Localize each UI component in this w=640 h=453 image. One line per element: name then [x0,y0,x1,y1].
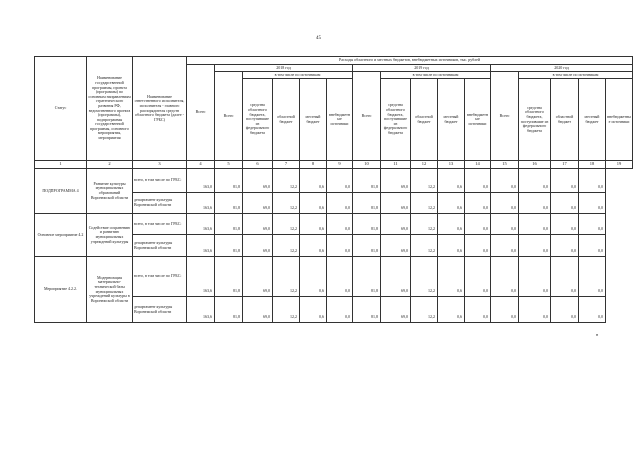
row-value: 69,0 [381,235,411,257]
row-value: 12,2 [411,193,438,214]
row-value: 69,0 [381,193,411,214]
row-value: 69,0 [243,214,273,235]
row-status: Основное мероприятие 4.2 [35,214,87,257]
row-value: 0,0 [327,257,353,297]
row-value: 0,0 [465,214,491,235]
corner-mark: н [596,332,599,337]
column-index: 9 [327,161,353,169]
row-value: 69,0 [243,169,273,193]
row-value: 0,0 [519,214,551,235]
row-value: 0,6 [438,257,465,297]
header-extra-2018: внебюджетные источники [327,79,353,161]
row-value: 0,0 [519,297,551,323]
row-value: 0,6 [438,193,465,214]
row-value: 69,0 [381,257,411,297]
row-value: 0,0 [465,169,491,193]
row-value: 0,0 [551,297,579,323]
header-regional-2020: областной бюджет [551,79,579,161]
row-value: 81,8 [215,193,243,214]
row-program-name: Содействие сохранению и развитию муниципальных учреждений культуры [87,214,133,257]
row-value: 0,0 [327,193,353,214]
row-value: 0,6 [300,169,327,193]
column-index: 16 [519,161,551,169]
column-index: 19 [606,161,633,169]
row-value: 12,2 [411,257,438,297]
row-value: 0,6 [438,297,465,323]
column-index: 6 [243,161,273,169]
header-fed-2019: средства областного бюджета, поступившие из федерального бюджета [381,79,411,161]
header-local-2018: местный бюджет [300,79,327,161]
table-row [35,257,633,297]
column-index: 1 [35,161,87,169]
row-value: 0,0 [465,235,491,257]
row-executor: департамент культуры Воронежской области [133,297,187,323]
header-regional-2018: областной бюджет [273,79,300,161]
row-value: 0,6 [300,193,327,214]
row-value: 81,8 [353,193,381,214]
column-index: 14 [465,161,491,169]
row-value: 81,8 [215,297,243,323]
row-value: 12,2 [273,235,300,257]
row-value: 0,0 [579,257,606,297]
row-value: 69,0 [243,235,273,257]
row-value: 81,8 [215,257,243,297]
column-index: 5 [215,161,243,169]
row-value: 12,2 [411,214,438,235]
table-row [35,214,633,235]
row-value: 81,8 [215,214,243,235]
header-local-2019: местный бюджет [438,79,465,161]
row-value: 0,0 [327,214,353,235]
row-value: 81,8 [353,235,381,257]
row-executor: всего, в том числе по ГРБС: [133,214,187,235]
row-value: 0,0 [579,235,606,257]
row-value: 0,0 [327,169,353,193]
row-value: 0,0 [551,169,579,193]
row-value: 0,0 [551,193,579,214]
row-value: 163,6 [187,257,215,297]
header-total-2020: Всего [491,72,519,161]
row-value: 12,2 [273,214,300,235]
header-fed-2018: средства областного бюджета, поступившие из федерального бюджета [243,79,273,161]
page-number: 45 [316,36,321,41]
column-index: 11 [381,161,411,169]
column-index: 12 [411,161,438,169]
header-extra-2020: внебюджетные источники [606,79,633,161]
row-value: 0,0 [327,297,353,323]
header-total-all: Всего [187,65,215,161]
row-value: 0,6 [438,214,465,235]
row-value: 0,0 [519,257,551,297]
row-status: Мероприятие 4.2.2. [35,257,87,323]
header-year-2020: 2020 год [491,65,633,72]
row-value: 0,0 [579,169,606,193]
row-value: 0,0 [579,193,606,214]
header-sub-2020: в том числе по источникам [519,72,633,79]
column-index: 2 [87,161,133,169]
column-index: 4 [187,161,215,169]
header-year-2019: 2019 год [353,65,491,72]
budget-table [34,56,633,323]
header-year-2018: 2018 год [215,65,353,72]
row-value: 0,0 [551,257,579,297]
header-total-2019: Всего [353,72,381,161]
row-value: 81,8 [353,214,381,235]
row-value: 0,0 [491,214,519,235]
row-value: 0,0 [551,214,579,235]
header-local-2020: местный бюджет [579,79,606,161]
row-value: 69,0 [243,257,273,297]
row-value: 12,2 [411,169,438,193]
row-value: 81,8 [215,169,243,193]
column-index: 17 [551,161,579,169]
row-value: 12,2 [411,235,438,257]
row-value: 69,0 [381,297,411,323]
row-value: 0,6 [300,257,327,297]
row-value: 163,6 [187,297,215,323]
row-value: 81,8 [353,297,381,323]
row-executor: департамент культуры Воронежской области [133,235,187,257]
column-index-row [35,161,633,169]
column-index: 8 [300,161,327,169]
row-value: 12,2 [273,297,300,323]
row-value: 0,6 [438,169,465,193]
row-value: 12,2 [411,297,438,323]
row-value: 163,6 [187,235,215,257]
header-sub-2019: в том числе по источникам [381,72,491,79]
row-program-name: Развитие культуры муниципальных образований Воронежской области [87,169,133,214]
table-row [35,169,633,193]
row-value: 163,0 [187,169,215,193]
column-index: 7 [273,161,300,169]
header-sub-2018: в том числе по источникам [243,72,353,79]
row-value: 0,0 [519,235,551,257]
row-value: 81,8 [353,169,381,193]
row-executor: всего, в том числе по ГРБС: [133,257,187,297]
row-executor: всего, в том числе по ГРБС: [133,169,187,193]
header-program-name: Наименование государственной программы, проекта (программы) по основным направлениям стратегического развития РФ, ведомственного проекта (программы), подпрограммы государственной программы, основного мероприятия, мероприятия [87,57,133,161]
column-index: 3 [133,161,187,169]
column-index: 15 [491,161,519,169]
header-fed-2020: средства областного бюджета, поступившие из федерального бюджета [519,79,551,161]
header-executor: Наименование ответственного исполнителя, исполнителя - главного распорядителя средств областного бюджета (далее - ГРБС) [133,57,187,161]
row-value: 0,0 [465,297,491,323]
row-value: 0,0 [491,235,519,257]
row-value: 0,6 [300,297,327,323]
row-program-name: Модернизация материально-технической базы муниципальных учреждений культуры в Воронежской области [87,257,133,323]
row-status: ПОДПРОГРАММА 4 [35,169,87,214]
row-value: 12,2 [273,193,300,214]
row-value: 0,0 [465,257,491,297]
row-value: 0,0 [465,193,491,214]
row-value: 81,8 [215,235,243,257]
row-value: 0,0 [327,235,353,257]
row-value: 12,2 [273,169,300,193]
row-executor: департамент культуры Воронежской области [133,193,187,214]
row-value: 0,6 [300,214,327,235]
row-value: 0,0 [579,214,606,235]
row-value: 0,0 [519,193,551,214]
column-index: 10 [353,161,381,169]
row-value: 69,0 [381,169,411,193]
header-extra-2019: внебюджетные источники [465,79,491,161]
row-value: 0,0 [579,297,606,323]
row-value: 0,0 [519,169,551,193]
row-value: 0,6 [300,235,327,257]
header-regional-2019: областной бюджет [411,79,438,161]
table-body [35,169,633,323]
row-value: 12,2 [273,257,300,297]
header-total-2018: Всего [215,72,243,161]
row-value: 0,6 [438,235,465,257]
header-status: Статус [35,57,87,161]
row-value: 163,6 [187,193,215,214]
row-value: 69,0 [243,193,273,214]
row-value: 0,0 [491,169,519,193]
row-value: 0,0 [491,193,519,214]
row-value: 69,0 [243,297,273,323]
column-index: 13 [438,161,465,169]
header-top: Расходы областного и местных бюджетов, внебюджетных источников, тыс. рублей [187,57,633,65]
row-value: 163,6 [187,214,215,235]
column-index: 18 [579,161,606,169]
row-value: 0,0 [491,257,519,297]
row-value: 81,8 [353,257,381,297]
row-value: 69,0 [381,214,411,235]
row-value: 0,0 [491,297,519,323]
row-value: 0,0 [551,235,579,257]
